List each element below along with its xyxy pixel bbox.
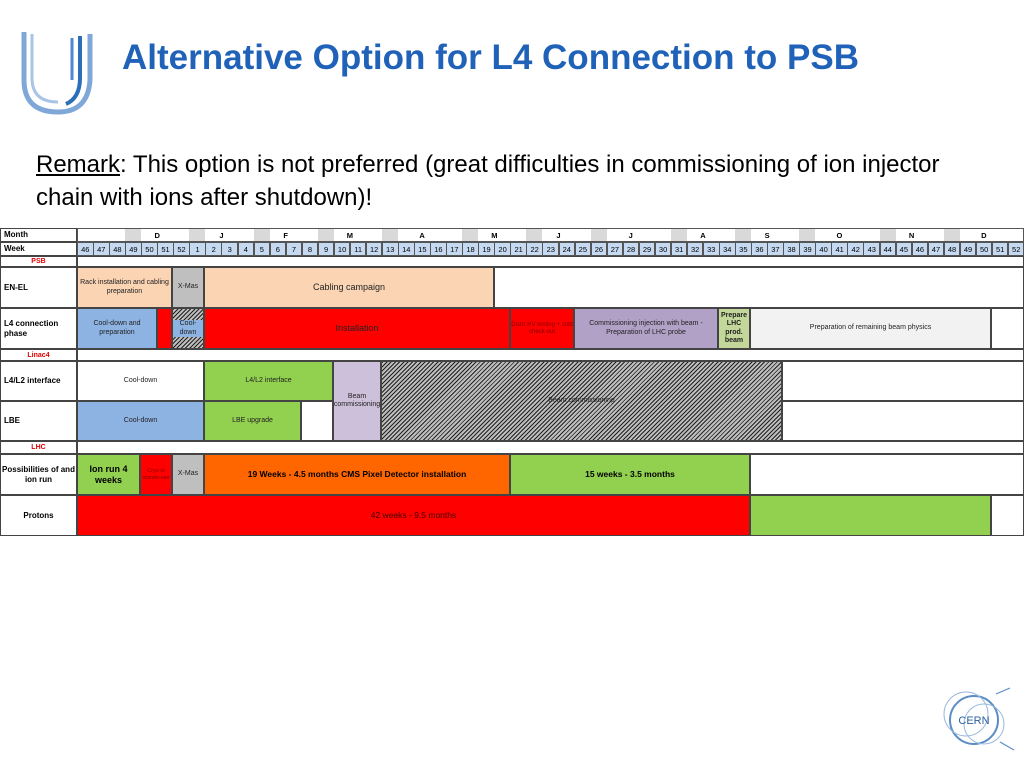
month-divider (591, 229, 607, 241)
week-cell: 31 (671, 242, 688, 256)
month-label: N (908, 230, 915, 240)
month-divider (799, 229, 815, 241)
week-cell: 15 (414, 242, 431, 256)
l4-l2-cooldown-bar: Cool-down (77, 361, 204, 401)
commissioning-injection-bar: Commissioning injection with beam - Preparation of LHC probe (574, 308, 718, 349)
week-cell: 50 (976, 242, 993, 256)
month-divider (318, 229, 334, 241)
l4-connection-empty (991, 308, 1024, 349)
week-cell: 6 (270, 242, 287, 256)
section-linac4-band (77, 349, 1024, 361)
week-cell: 47 (928, 242, 945, 256)
row-label-protons: Protons (0, 495, 77, 536)
red-marker-bar (157, 308, 172, 349)
month-label: M (491, 230, 498, 240)
row-label-en-el: EN-EL (0, 267, 77, 308)
week-cell: 36 (751, 242, 768, 256)
month-label: D (154, 230, 160, 240)
beam-commissioning-hatched-bar (381, 361, 782, 441)
week-cell: 49 (960, 242, 977, 256)
week-cell: 32 (687, 242, 704, 256)
section-lhc-band (77, 441, 1024, 454)
week-cell: 30 (655, 242, 672, 256)
week-cell: 5 (254, 242, 271, 256)
week-cell: 48 (944, 242, 961, 256)
weeks15-bar: 15 weeks - 3.5 months (510, 454, 750, 495)
month-divider (382, 229, 398, 241)
week-cell: 21 (510, 242, 527, 256)
week-cell: 37 (767, 242, 784, 256)
month-label: M (346, 230, 353, 240)
week-cell: 40 (815, 242, 832, 256)
week-cell: 52 (1008, 242, 1024, 256)
protons-empty (991, 495, 1024, 536)
week-cell: 11 (350, 242, 367, 256)
month-label: A (419, 230, 425, 240)
installation-bar: Installation (204, 308, 510, 349)
row-label-lbe: LBE (0, 401, 77, 441)
week-cell: 43 (863, 242, 880, 256)
week-cell: 50 (141, 242, 158, 256)
section-psb: PSB (0, 256, 77, 267)
month-divider (254, 229, 270, 241)
week-cell: 52 (173, 242, 190, 256)
section-psb-band (77, 256, 1024, 267)
week-cell: 38 (783, 242, 800, 256)
week-cell: 14 (398, 242, 415, 256)
remark-text (36, 148, 986, 214)
week-cell: 24 (559, 242, 576, 256)
remark-label: Remark (36, 151, 121, 178)
cern-logo-text: CERN (958, 715, 990, 727)
week-cell: 45 (896, 242, 913, 256)
week-cell: 46 (912, 242, 929, 256)
section-linac4: Linac4 (0, 349, 77, 361)
week-cell: 25 (575, 242, 592, 256)
week-cell: 41 (831, 242, 848, 256)
cern-logo-icon (936, 684, 1016, 756)
month-divider (880, 229, 896, 241)
beam-commissioning-small-bar: Beam commissioning (333, 361, 381, 441)
month-divider (944, 229, 960, 241)
row-label-l4-l2: L4/L2 interface (0, 361, 77, 401)
month-header: Month (0, 228, 77, 242)
week-cell: 39 (799, 242, 816, 256)
lbe-empty (782, 401, 1024, 441)
week-cell: 3 (221, 242, 238, 256)
week-cell: 18 (462, 242, 479, 256)
week-cell: 1 (189, 242, 206, 256)
week-cell: 28 (623, 242, 640, 256)
l4-l2-interface-bar: L4/L2 interface (204, 361, 333, 401)
month-divider (462, 229, 478, 241)
month-divider (189, 229, 205, 241)
week-cell: 47 (93, 242, 110, 256)
week-cell: 20 (494, 242, 511, 256)
week-cell: 42 (847, 242, 864, 256)
week-cell: 2 (205, 242, 222, 256)
section-lhc: LHC (0, 441, 77, 454)
month-label: J (556, 230, 561, 240)
month-label: D (981, 230, 987, 240)
lbe-cooldown-bar: Cool-down (77, 401, 204, 441)
remaining-beam-physics-bar: Preparation of remaining beam physics (750, 308, 991, 349)
month-label: F (283, 230, 288, 240)
week-cell: 8 (302, 242, 319, 256)
ions-xmas-bar: X-Mas (172, 454, 204, 495)
week-cell: 16 (430, 242, 447, 256)
week-cell: 49 (125, 242, 142, 256)
month-divider (125, 229, 141, 241)
week-cell: 4 (238, 242, 255, 256)
week-cell: 51 (157, 242, 174, 256)
week-cell: 13 (382, 242, 399, 256)
hv-testing-bar: Distrr HV testing + cold check-out (510, 308, 574, 349)
ions-empty (750, 454, 1024, 495)
beam-commissioning-label: Beam commissioning (548, 396, 615, 404)
week-cell: 9 (318, 242, 335, 256)
month-divider (526, 229, 542, 241)
lbe-upgrade-bar: LBE upgrade (204, 401, 301, 441)
rack-installation-bar: Rack installation and cabling preparation (77, 267, 172, 308)
week-cell: 35 (735, 242, 752, 256)
week-cell: 23 (542, 242, 559, 256)
month-divider (671, 229, 687, 241)
cooldown-hatched-bar (172, 308, 204, 349)
week-cell: 27 (607, 242, 624, 256)
row-label-l4-connection: L4 connection phase (0, 308, 77, 349)
lbe-gap (301, 401, 333, 441)
week-cell: 10 (334, 242, 351, 256)
en-el-empty (494, 267, 1024, 308)
month-label: J (219, 230, 224, 240)
week-cell: 29 (639, 242, 656, 256)
week-cell: 33 (703, 242, 720, 256)
week-cell: 7 (286, 242, 303, 256)
month-label: O (836, 230, 843, 240)
week-cell: 51 (992, 242, 1009, 256)
protons-green-bar (750, 495, 991, 536)
week-cell: 46 (77, 242, 94, 256)
week-cell: 48 (109, 242, 126, 256)
week-cell: 19 (478, 242, 495, 256)
month-divider (735, 229, 751, 241)
l4-l2-empty (782, 361, 1024, 401)
cryo-bar: Cryo in stands-use (140, 454, 172, 495)
week-cell: 34 (719, 242, 736, 256)
cooldown-hatched-label: Cool-down (173, 320, 203, 336)
week-header: Week (0, 242, 77, 256)
remark-body: : This option is not preferred (great difficulties in commissioning of ion injector chain with ions after shutdown)! (36, 151, 940, 211)
cabling-campaign-bar: Cabling campaign (204, 267, 494, 308)
prepare-lhc-bar: Prepare LHC prod. beam (718, 308, 750, 349)
row-label-ions: Possibilities of and ion run (0, 454, 77, 495)
cooldown-preparation-bar: Cool-down and preparation (77, 308, 157, 349)
week-cell: 26 (591, 242, 608, 256)
xmas-bar: X-Mas (172, 267, 204, 308)
protons-42-weeks-bar: 42 weeks - 9.5 months (77, 495, 750, 536)
month-label: J (628, 230, 633, 240)
month-label: A (700, 230, 706, 240)
ion-run-bar: Ion run 4 weeks (77, 454, 140, 495)
week-cell: 12 (366, 242, 383, 256)
week-cell: 44 (880, 242, 897, 256)
schedule-chart (0, 228, 1024, 536)
week-cell: 17 (446, 242, 463, 256)
page-title: Alternative Option for L4 Connection to PSB (122, 38, 859, 77)
institution-logo-icon (18, 28, 96, 118)
month-label: S (764, 230, 770, 240)
week-cell: 22 (526, 242, 543, 256)
cms-installation-bar: 19 Weeks - 4.5 months CMS Pixel Detector installation (204, 454, 510, 495)
